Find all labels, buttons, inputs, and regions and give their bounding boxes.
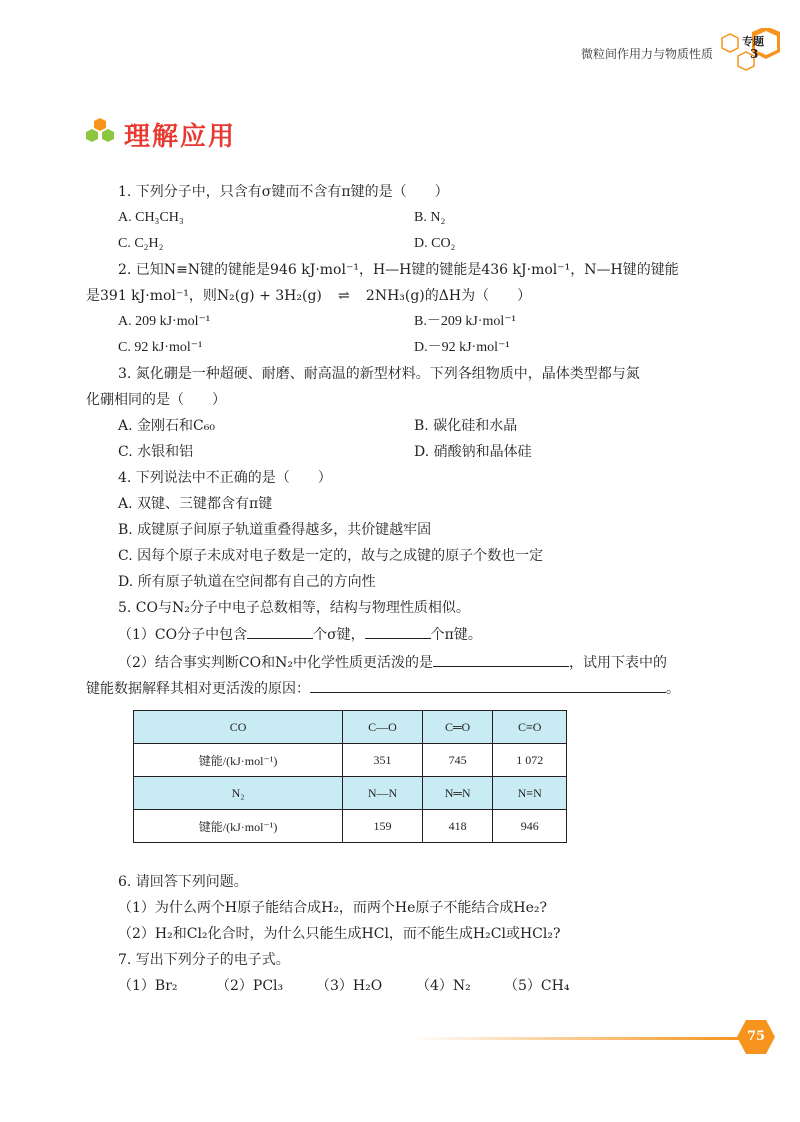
table-row [134, 810, 567, 843]
q4-stem: 4. 下列说法中不正确的是（ ） [118, 470, 332, 486]
equilibrium-arrow-icon: ⇌ [338, 288, 350, 304]
answer-blank [433, 652, 569, 667]
q2-line1 [118, 260, 679, 280]
q1-option-d: D. CO₂ [414, 236, 456, 251]
q7-item-5: （5）CH₄ [504, 978, 570, 994]
q2-line1-part-b: N键的键能是946 kJ·mol⁻¹，H—H键的键能是436 kJ·mol⁻¹，N—H键的键能 [187, 262, 679, 278]
q5-part2-text-c: 键能数据解释其相对更活泼的原因： [86, 681, 310, 697]
table-cell: C—O [343, 711, 423, 744]
q7-item-1: （1）Br₂ [118, 978, 178, 994]
section-title: 理解应用 [124, 122, 237, 152]
q4-option-a: A. 双键、三键都含有π键 [118, 496, 273, 512]
q7-item-2: （2）PCl₃ [216, 978, 284, 994]
table-cell: 1 072 [493, 744, 567, 777]
page-number: 75 [746, 1029, 766, 1044]
footer-rule [410, 1037, 740, 1040]
running-header-title: 微粒间作用力与物质性质 [581, 47, 714, 61]
q5-part1-text-c: 个π键。 [430, 627, 482, 643]
q3-option-c: C. 水银和铝 [118, 444, 194, 460]
q6-stem: 6. 请回答下列问题。 [118, 874, 248, 890]
badge-number: 3 [750, 47, 759, 61]
badge-label: 专题 [742, 35, 764, 48]
q7-stem: 7. 写出下列分子的电子式。 [118, 952, 290, 968]
q5-part2-line1 [118, 652, 667, 673]
q2-option-b: B.－209 kJ·mol⁻¹ [414, 314, 516, 329]
q1-stem: 1. 下列分子中，只含有σ键而不含有π键的是（ ） [118, 184, 449, 200]
table-row [134, 777, 567, 810]
table-cell: 745 [422, 744, 493, 777]
q4-option-c: C. 因每个原子未成对电子数是一定的，故与之成键的原子个数也一定 [118, 548, 544, 564]
q7-item-4: （4）N₂ [416, 978, 471, 994]
table-cell: N—N [343, 777, 423, 810]
table-cell: C≡O [493, 711, 567, 744]
table-cell: 351 [343, 744, 423, 777]
table-cell: 键能/(kJ·mol⁻¹) [134, 744, 343, 777]
q4-option-b: B. 成键原子间原子轨道重叠得越多，共价键越牢固 [118, 522, 432, 538]
q3-line2: 化硼相同的是（ ） [86, 392, 226, 408]
table-row [134, 744, 567, 777]
answer-blank [247, 624, 313, 639]
q4-option-d: D. 所有原子轨道在空间都有自己的方向性 [118, 574, 376, 590]
table-cell: N═N [422, 777, 493, 810]
q3-line1: 3. 氮化硼是一种超硬、耐磨、耐高温的新型材料。下列各组物质中，晶体类型都与氮 [118, 366, 640, 382]
table-cell: 946 [493, 810, 567, 843]
q5-part1-text-a: （1）CO分子中包含 [118, 627, 248, 643]
q6-part2: （2）H₂和Cl₂化合时，为什么只能生成HCl，而不能生成H₂Cl或HCl₂? [118, 926, 561, 942]
q2-line2-part-b: 2NH₃(g)的ΔH为（ ） [365, 288, 532, 304]
table-cell: N₂ [134, 777, 343, 810]
q2-option-c: C. 92 kJ·mol⁻¹ [118, 340, 203, 355]
table-cell: N≡N [493, 777, 567, 810]
q2-line2 [86, 286, 531, 306]
q5-part1-text-b: 个σ键， [313, 627, 365, 643]
q2-option-d: D.－92 kJ·mol⁻¹ [414, 340, 510, 355]
q3-option-a: A. 金刚石和C₆₀ [118, 418, 215, 434]
q5-stem: 5. CO与N₂分子中电子总数相等，结构与物理性质相似。 [118, 600, 470, 616]
q1-option-a: A. CH₃CH₃ [118, 210, 184, 225]
answer-blank [365, 624, 431, 639]
q3-option-d: D. 硝酸钠和晶体硅 [414, 444, 532, 460]
triple-bond-symbol: ≡ [176, 262, 188, 278]
q5-part2-text-b: ，试用下表中的 [568, 655, 667, 671]
q1-option-c: C. C₂H₂ [118, 236, 164, 251]
table-cell: CO [134, 711, 343, 744]
q5-part2-end: 。 [666, 681, 680, 697]
q5-part1 [118, 624, 482, 645]
hexagon-cluster-icon [84, 116, 118, 146]
q2-line1-part-a: 2. 已知N [118, 262, 177, 278]
q2-option-a: A. 209 kJ·mol⁻¹ [118, 314, 211, 329]
q6-part1: （1）为什么两个H原子能结合成H₂，而两个He原子不能结合成He₂? [118, 900, 548, 916]
q2-line2-part-a: 是391 kJ·mol⁻¹，则N₂(g) + 3H₂(g) [86, 288, 322, 304]
table-cell: 键能/(kJ·mol⁻¹) [134, 810, 343, 843]
q7-item-3: （3）H₂O [316, 978, 383, 994]
q5-part2-text-a: （2）结合事实判断CO和N₂中化学性质更活泼的是 [118, 655, 433, 671]
bond-energy-table [133, 710, 567, 843]
q5-part2-line2 [86, 678, 680, 699]
q1-option-b: B. N₂ [414, 210, 446, 225]
q3-option-b: B. 碳化硅和水晶 [414, 418, 518, 434]
answer-blank [310, 678, 666, 693]
table-cell: 418 [422, 810, 493, 843]
table-cell: C═O [422, 711, 493, 744]
table-cell: 159 [343, 810, 423, 843]
table-row [134, 711, 567, 744]
